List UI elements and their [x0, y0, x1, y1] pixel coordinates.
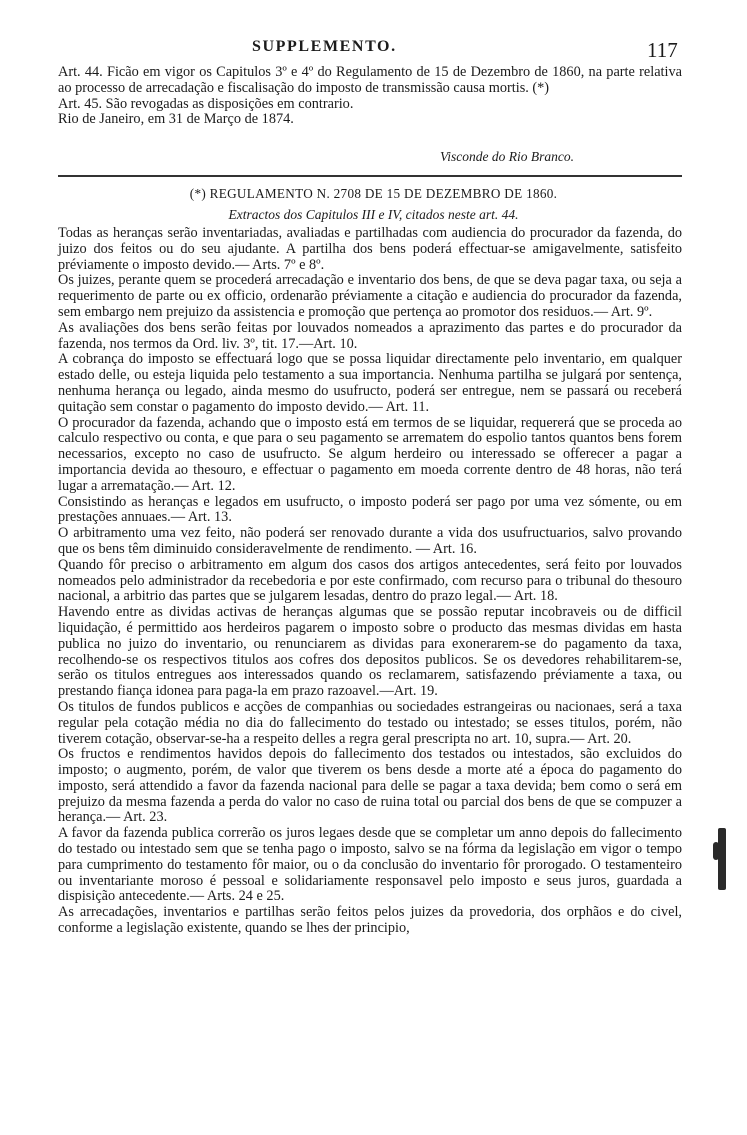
- decree-closing-articles: [58, 65, 682, 128]
- section-divider: [58, 175, 682, 177]
- paragraph: A cobrança do imposto se effectuará logo que se possa liquidar directamente pelo inventario, em qualquer estado delle, ou esteja liquida pelo testamento a sua importancia. Nenhuma partilha se julgará por sentença, nenhuma herança ou legado, ainda mesmo do usufructo, poderá ser entregue, nem se passará ou receberá quitação sem constar o pagamento do imposto devido.— Art. 11.: [58, 351, 682, 415]
- paragraph: Consistindo as heranças e legados em usufructo, o imposto poderá ser pago por uma vez sómente, ou em prestações annuaes.— Art. 13.: [58, 493, 682, 526]
- paragraph: O arbitramento uma vez feito, não poderá ser renovado durante a vida dos usufructuarios, salvo provando que os bens têm diminuido consideravelmente de rendimento. — Art. 16.: [58, 525, 682, 557]
- paragraph: Os juizes, perante quem se procederá arrecadação e inventario dos bens, de que se deva pagar taxa, ou seja a requerimento de parte ou ex officio, ordenarão préviamente a citação e audiencia do procurador da fazenda, sem embargo nem prejuizo da assistencia e promoção que pertença ao promotor dos residuos.— Art. 9º.: [58, 272, 682, 320]
- place-and-date: Rio de Janeiro, em 31 de Março de 1874.: [58, 111, 294, 128]
- paragraph: O procurador da fazenda, achando que o imposto está em termos de se liquidar, requererá que se proceda ao calculo respectivo ou conta, e que para o seu pagamento se arrematem do espolio tantos quantos bens forem necessarios, excepto no caso de usufructo. Se algum herdeiro ou interessado se offerecer a pagar a importancia devida ao thesouro, e effectuar o pagamento em moeda corrente dentro de 48 horas, não terá lugar a arrematação.— Art. 12.: [58, 414, 682, 494]
- footnote-title: (*) REGULAMENTO N. 2708 DE 15 DE DEZEMBRO DE 1860.: [189, 186, 558, 201]
- paragraph: Quando fôr preciso o arbitramento em algum dos casos dos artigos antecedentes, será feito por louvados nomeados pelo administrador da recebedoria e por este confirmado, com recurso para o tribunal do thesouro nacional, a arbitrio das partes que se julgarem lesadas, dentro do prazo legal.— Art. 18.: [58, 556, 682, 605]
- regulation-extracts: [58, 226, 682, 937]
- paragraph: As avaliações dos bens serão feitas por louvados nomeados a aprazimento das partes e do procurador da fazenda, nos termos da Ord. liv. 3º, tit. 17.—Art. 10.: [58, 319, 682, 352]
- paragraph: Os fructos e rendimentos havidos depois do fallecimento dos testados ou intestados, são excluidos do imposto; o augmento, porém, de valor que tiverem os bens desde a morte até a época do pagamento do imposto, será attendido a favor da fazenda nacional para delle se pagar a taxa devida; bem como o será em prejuizo da mesma fazenda a perda do valor no caso de ruina total ou parcial dos bens de que se compuzer a herança.— Art. 23.: [58, 746, 682, 826]
- paragraph: Os titulos de fundos publicos e acções de companhias ou sociedades estrangeiras ou nacionaes, será a taxa regular pela cotação média no dia do fallecimento do testado ou intestado; se esses titulos, porém, não tiverem cotação, observar-se-ha a respeito delles a regra geral prescripta no art. 10, supra.— Art. 20.: [58, 698, 682, 747]
- paragraph: A favor da fazenda publica correrão os juros legaes desde que se completar um anno depois do fallecimento do testado ou intestado sem que se tenha pago o imposto, salvo se na fórma da legislação em vigor o tempo para cumprimento do testamento fôr maior, ou o da conclusão do inventario fôr prorogado. O testamenteiro ou inventariante moroso é pessoal e solidariamente responsavel pelo imposto e seus juros, guardada a dispisição antecedente.— Arts. 24 e 25.: [58, 825, 682, 905]
- page-header: [0, 38, 747, 64]
- article-44: Art. 44. Ficão em vigor os Capitulos 3º e 4º do Regulamento de 15 de Dezembro de 1860, na parte relativa ao processo de arrecadação e fiscalisação do imposto de transmissão causa mortis. (*): [58, 64, 682, 96]
- footnote-subtitle: Extractos dos Capitulos III e IV, citados neste art. 44.: [228, 207, 519, 222]
- page-number: 117: [647, 38, 678, 62]
- signature: Visconde do Rio Branco.: [440, 149, 574, 164]
- running-title: SUPPLEMENTO.: [252, 38, 397, 55]
- margin-ink-mark: [718, 828, 726, 890]
- article-45: Art. 45. São revogadas as disposições em contrario.: [58, 95, 354, 112]
- paragraph: Havendo entre as dividas activas de heranças algumas que se possão reputar incobraveis ou de difficil liquidação, é permittido aos herdeiros pagarem o imposto sobre o producto das mesmas dividas em hasta publica no juizo do inventario, ou renunciarem as dividas para exonerarem-se do pagamento da taxa, recolhendo-se os respectivos titulos aos cofres dos depositos publicos. Se os devedores rehabilitarem-se, serão os titulos entregues aos interessados quando os reclamarem, satisfazendo préviamente a taxa, ou prestando fiança idonea para paga-la em prazo razoavel.—Art. 19.: [58, 604, 682, 700]
- paragraph: Todas as heranças serão inventariadas, avaliadas e partilhadas com audiencia do procurador da fazenda, do juizo dos feitos ou do seu ajudante. A partilha dos bens poderá effectuar-se amigavelmente, satisfeito préviamente o imposto devido.— Arts. 7º e 8º.: [58, 225, 682, 273]
- paragraph: As arrecadações, inventarios e partilhas serão feitos pelos juizes da provedoria, dos orphãos e do civel, conforme a legislação existente, quando se lhes der principio,: [58, 904, 682, 937]
